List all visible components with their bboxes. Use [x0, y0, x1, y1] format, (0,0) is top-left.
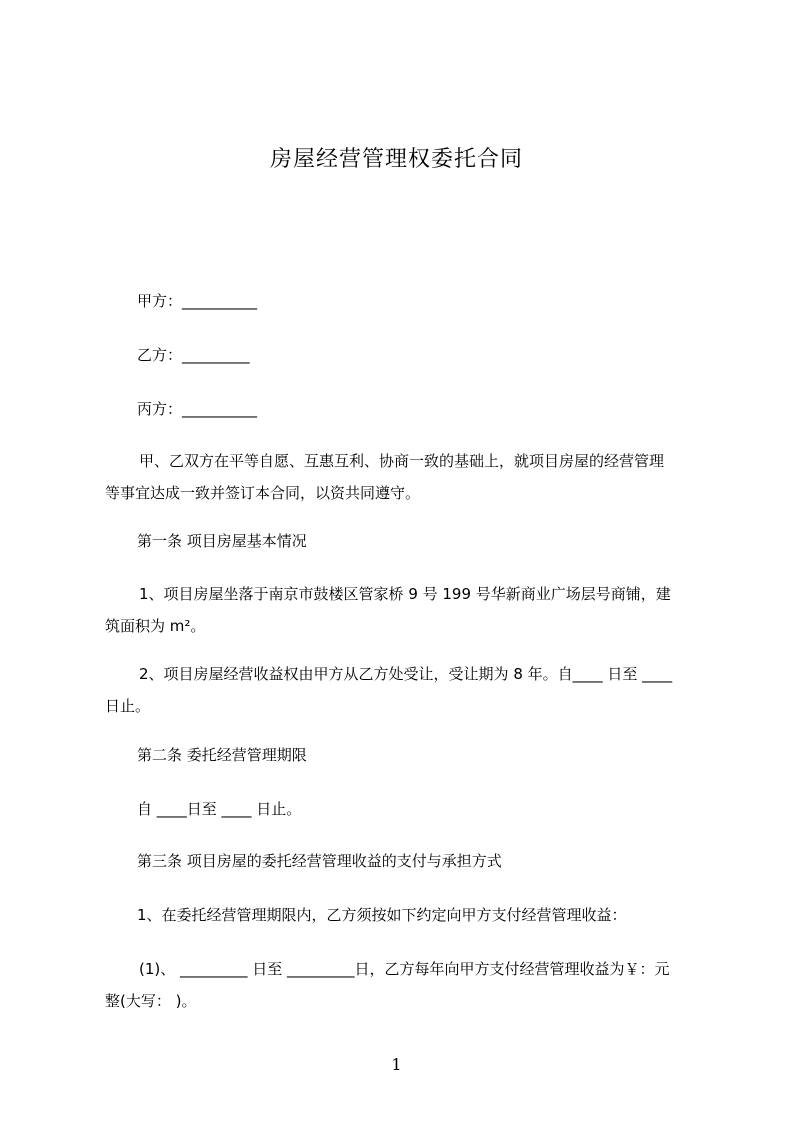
document-title: 房屋经营管理权委托合同 — [269, 147, 523, 172]
party-a-line: 甲方：__________ — [137, 292, 258, 310]
article-3-sub-item-1: (1)、 _________ 日至 _________日，乙方每年向甲方支付经营管理收益为￥：元整(大写： )。 — [105, 960, 670, 1010]
article-3-heading: 第三条 项目房屋的委托经营管理收益的支付与承担方式 — [137, 852, 502, 870]
page-number: 1 — [391, 1055, 402, 1074]
article-3-item-1: 1、在委托经营管理期限内，乙方须按如下约定向甲方支付经营管理收益： — [137, 906, 627, 924]
article-1-item-2: 2、项目房屋经营收益权由甲方从乙方处受让，受让期为 8 年。自____ 日至 ____ 日止。 — [105, 665, 673, 715]
article-1-item-1: 1、项目房屋坐落于南京市鼓楼区管家桥 9 号 199 号华新商业广场层号商铺，建筑面积为 m²。 — [105, 585, 671, 635]
article-2-heading: 第二条 委托经营管理期限 — [137, 746, 307, 764]
party-b-line: 乙方：_________ — [137, 346, 250, 364]
intro-paragraph: 甲、乙双方在平等自愿、互惠互利、协商一致的基础上，就项目房屋的经营管理等事宜达成一致并签订本合同，以资共同遵守。 — [105, 452, 665, 502]
article-1-heading: 第一条 项目房屋基本情况 — [137, 532, 307, 550]
party-c-line: 丙方：__________ — [137, 400, 258, 418]
article-2-text: 自 ____日至 ____ 日止。 — [137, 800, 302, 818]
